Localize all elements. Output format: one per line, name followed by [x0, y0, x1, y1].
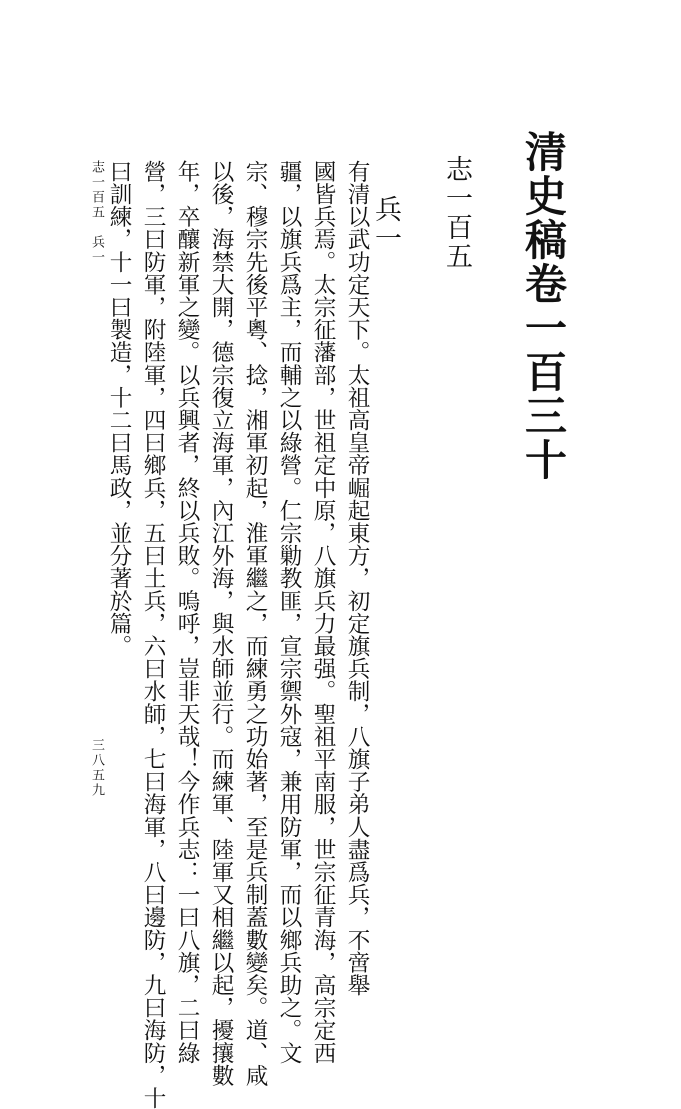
- body-column-4: 宗、穆宗先後平粵、捻，湘軍初起，淮軍繼之，而練勇之功始著，至是兵制蓋數變矣。道、咸: [242, 160, 268, 1087]
- running-head: 志一百五 兵一: [89, 160, 104, 265]
- body-column-6: 年，卒釀新軍之變。以兵興者，終以兵敗。嗚呼，豈非天哉！今作兵志：一曰八旗，二曰綠: [174, 160, 200, 1064]
- body-column-3: 疆，以旗兵爲主，而輔之以綠營。仁宗勦教匪，宣宗禦外寇，兼用防軍，而以鄉兵助之。文: [276, 160, 302, 1064]
- section-title: 志一百五: [441, 155, 472, 271]
- chapter-title: 兵一: [370, 195, 401, 253]
- body-column-5: 以後，海禁大開，德宗復立海軍，內江外海，與水師並行。而練軍、陸軍又相繼以起，擾攘數: [208, 160, 234, 1087]
- book-title: 清史稿卷一百三十: [519, 130, 568, 482]
- body-column-8: 曰訓練，十一曰製造，十二曰馬政，並分著於篇。: [106, 160, 132, 658]
- body-column-7: 營，三曰防軍，附陸軍，四曰鄉兵，五曰土兵，六曰水師，七曰海軍，八曰邊防，九曰海防，十: [140, 160, 166, 1109]
- body-column-1: 有清以武功定天下。太祖高皇帝崛起東方，初定旗兵制，八旗子弟人盡爲兵，不啻舉: [344, 160, 370, 997]
- page-number: 三八五九: [89, 738, 104, 798]
- body-column-2: 國皆兵焉。太宗征藩部，世祖定中原，八旗兵力最强。聖祖平南服，世宗征青海，高宗定西: [310, 160, 336, 1064]
